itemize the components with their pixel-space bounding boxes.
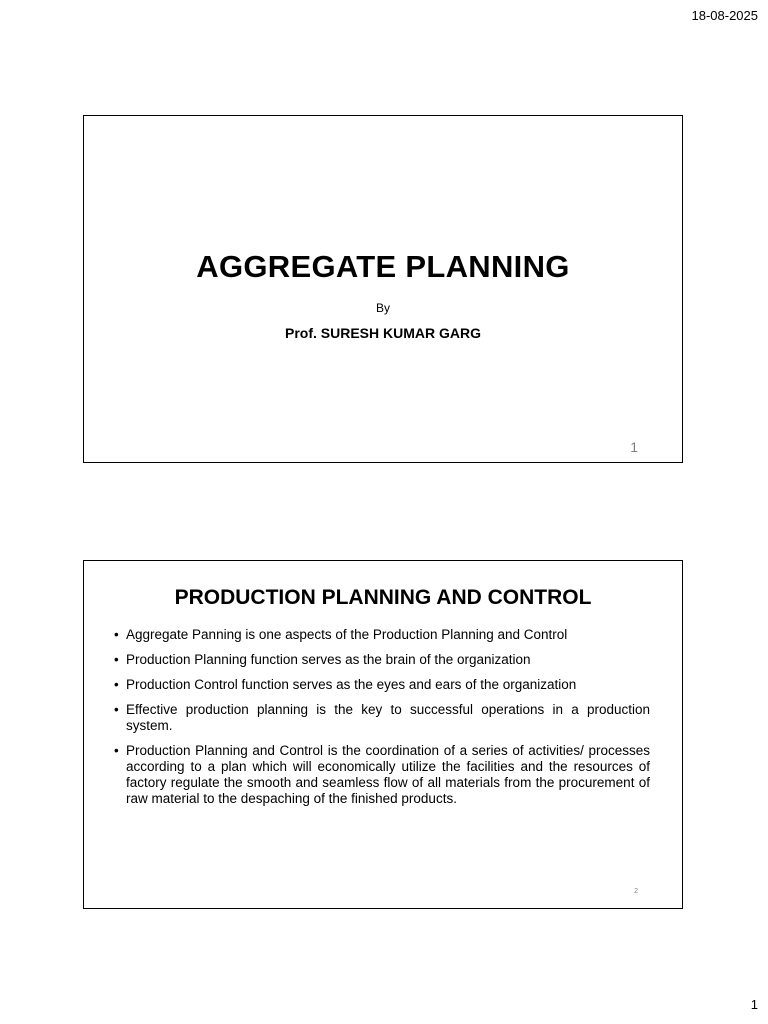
bullet-text: Production Planning and Control is the coordination of a series of activities/ processes according to a plan which will economically utilize the facilities and the resources of factory regulate the smooth and seamless flow of all materials from the procurement of raw material to the despaching of the finished products.	[126, 743, 650, 806]
slide-1-by-label: By	[375, 301, 390, 315]
slide-1-title: AGGREGATE PLANNING	[196, 249, 570, 284]
bullet-text: Effective production planning is the key to successful operations in a production system.	[126, 702, 650, 733]
bullet-icon: •	[114, 702, 119, 717]
bullet-icon: •	[114, 652, 119, 667]
slide-1-author: Prof. SURESH KUMAR GARG	[284, 325, 481, 341]
bullet-text: Production Control function serves as the eyes and ears of the organization	[126, 677, 577, 692]
bullet-text: Production Planning function serves as the brain of the organization	[126, 652, 531, 667]
page-date: 18-08-2025	[691, 8, 758, 23]
bullet-item	[114, 743, 650, 807]
slide-1-number: 1	[630, 439, 638, 455]
slide-2-number: 2	[634, 888, 638, 895]
slide-2-title: PRODUCTION PLANNING AND CONTROL	[174, 586, 592, 609]
slide-2	[83, 560, 683, 909]
bullet-icon: •	[114, 743, 119, 758]
bullet-icon: •	[114, 677, 119, 692]
bullet-text: Aggregate Panning is one aspects of the Production Planning and Control	[126, 627, 568, 642]
slide-1	[83, 115, 683, 463]
bullet-item	[114, 677, 650, 693]
bullet-item	[114, 652, 650, 668]
bullet-item	[114, 702, 650, 734]
bullet-item	[114, 627, 650, 643]
bullet-icon: •	[114, 627, 119, 642]
page-number: 1	[750, 997, 758, 1012]
slide-2-bullet-list	[114, 627, 650, 816]
